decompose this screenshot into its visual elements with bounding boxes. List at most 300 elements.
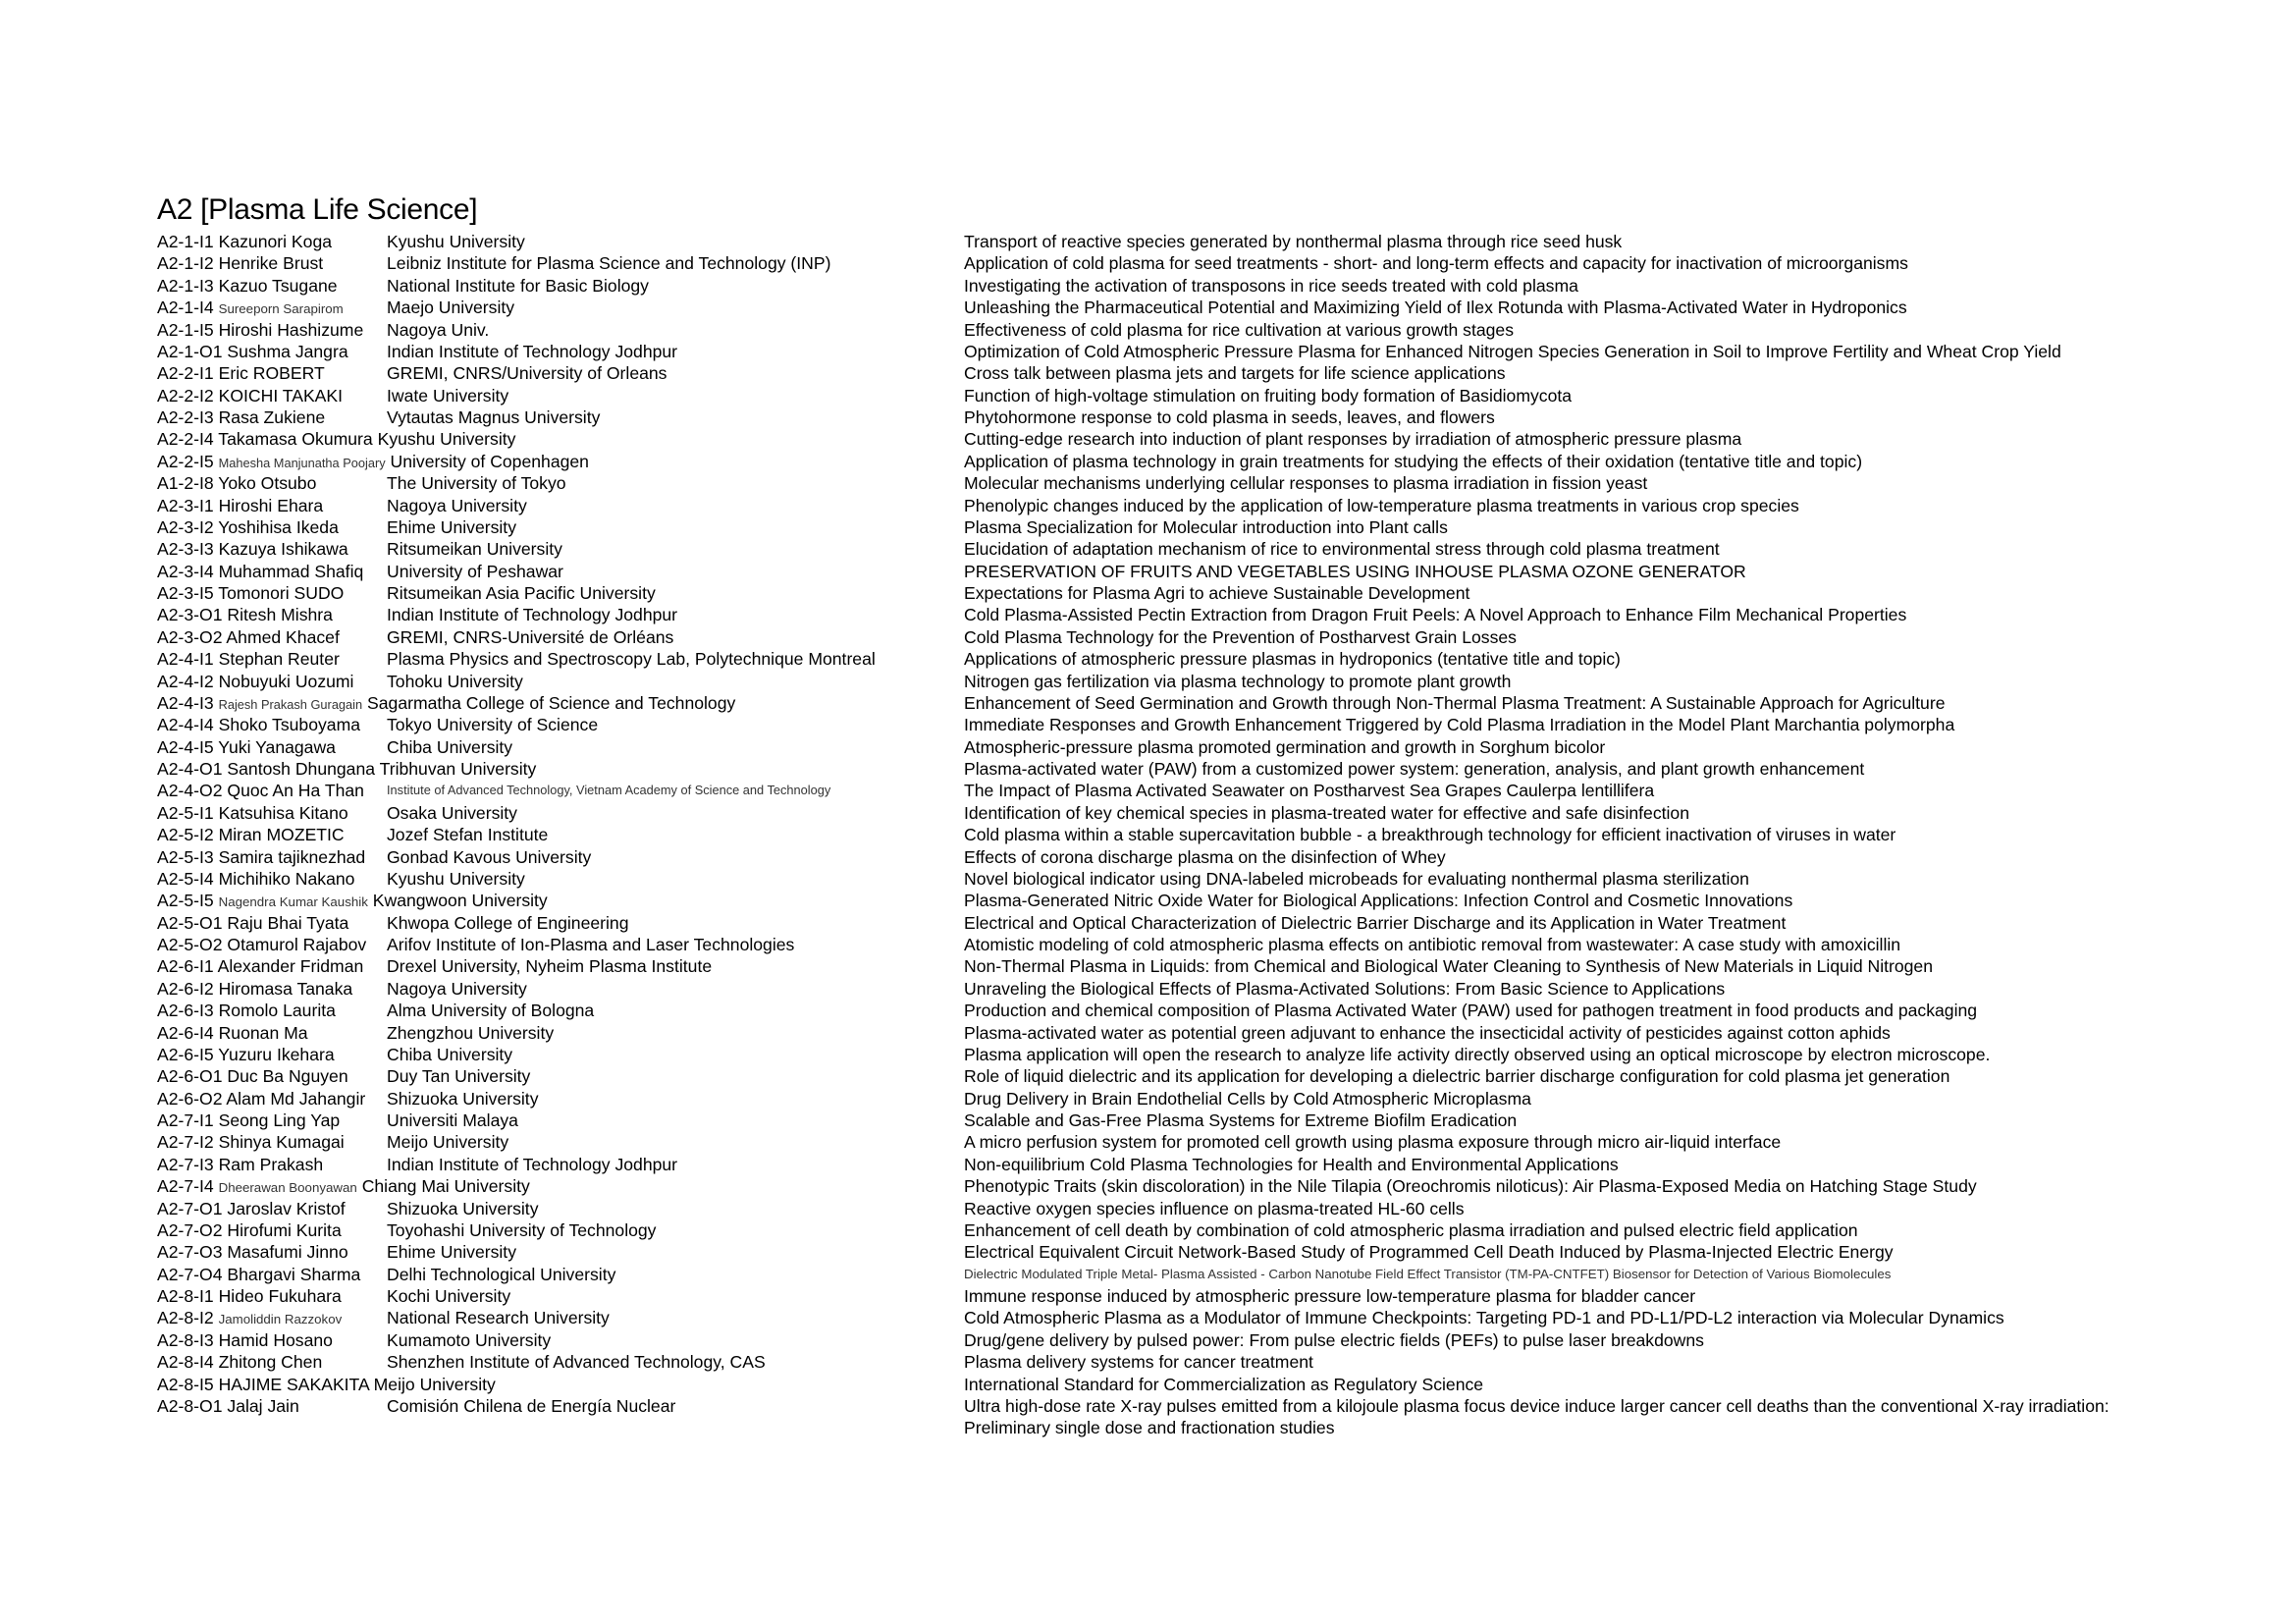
entry-row — [0, 406, 2296, 428]
entry-row — [0, 955, 2296, 977]
entry-id: A2-5-O2 — [157, 935, 223, 954]
entry-id: A2-1-O1 — [157, 341, 223, 361]
entry-name: Mahesha Manjunatha Poojary — [218, 455, 386, 470]
entry-name: Romolo Laurita — [218, 1001, 336, 1021]
entry-title: Phenolypic changes induced by the application of low-temperature plasma treatments in various crop species — [964, 495, 1799, 515]
entry-title: The Impact of Plasma Activated Seawater on Postharvest Sea Grapes Caulerpa lentillifera — [964, 781, 1655, 801]
entry-name: Ahmed Khacef — [226, 626, 340, 647]
entry-id-name — [157, 275, 338, 297]
entry-affiliation: Leibniz Institute for Plasma Science and Technology (INP) — [387, 253, 831, 274]
entry-id: A2-2-I5 — [157, 451, 214, 471]
entry-name: Katsuhisa Kitano — [218, 802, 348, 823]
entry-name: Kazunori Koga — [218, 232, 333, 251]
entry-name: Shinya Kumagai — [218, 1132, 345, 1153]
entry-id-name — [157, 582, 344, 604]
entry-row — [0, 385, 2296, 406]
entry-name: Michihiko Nakano — [218, 868, 355, 889]
entry-name: Raju Bhai Tyata — [227, 912, 349, 933]
entry-id: A2-4-I2 — [157, 671, 214, 691]
entry-title: Plasma-activated water as potential green adjuvant to enhance the insecticidal activity of pesticides against cotton aphids — [964, 1022, 1891, 1043]
entry-name: Hiroshi Ehara — [218, 495, 324, 515]
entry-id-name — [157, 1395, 299, 1417]
entry-id: A2-5-O1 — [157, 912, 223, 933]
entry-name: Hiroshi Hashizume — [218, 319, 364, 340]
entry-id-name — [157, 297, 344, 320]
entry-id: A2-3-I3 — [157, 539, 214, 560]
entry-title: Reactive oxygen species influence on plasma-treated HL-60 cells — [964, 1198, 1465, 1218]
entry-title: Effectiveness of cold plasma for rice cultivation at various growth stages — [964, 319, 1515, 340]
entry-row — [0, 978, 2296, 1000]
entry-affiliation: Shizuoka University — [387, 1198, 539, 1218]
entry-name: Muhammad Shafiq — [218, 561, 364, 581]
entry-name: Kazuo Tsugane — [218, 275, 338, 296]
entry-id-name — [157, 648, 340, 670]
entry-row — [0, 1000, 2296, 1021]
entry-id-name — [157, 714, 360, 735]
entry-affiliation: Nagoya University — [387, 978, 527, 999]
entry-row — [0, 538, 2296, 560]
entry-title: Plasma-Generated Nitric Oxide Water for Biological Applications: Infection Control and Cosmetic Innovations — [964, 891, 1793, 911]
entry-id: A2-7-I3 — [157, 1154, 214, 1174]
entry-name: Santosh Dhungana — [227, 759, 376, 779]
entry-id: A2-6-I2 — [157, 978, 214, 999]
entry-id: A2-3-I5 — [157, 583, 214, 603]
entry-id-name — [157, 868, 354, 890]
entry-row — [0, 451, 2296, 472]
entry-name: Rajesh Prakash Guragain — [218, 696, 363, 712]
entry-id-name — [157, 428, 515, 450]
entry-title: Cold plasma within a stable supercavitation bubble - a breakthrough technology for efficient inactivation of viruses in water — [964, 825, 1896, 845]
entry-name: Hiromasa Tanaka — [218, 978, 353, 999]
entry-affiliation: Institute of Advanced Technology, Vietnam Academy of Science and Technology — [387, 783, 831, 798]
entry-name: Ruonan Ma — [218, 1022, 308, 1043]
entry-id: A2-1-I4 — [157, 298, 214, 318]
entry-title: Plasma application will open the research to analyze life activity directly observed using an optical microscope by electron microscope. — [964, 1044, 1991, 1064]
entry-affiliation: Kyushu University — [377, 429, 516, 450]
entry-id: A1-2-I8 — [157, 473, 214, 494]
entry-title: Application of cold plasma for seed treatments - short- and long-term effects and capacity for inactivation of microorganisms — [964, 253, 1908, 274]
entry-row — [0, 362, 2296, 384]
entry-id: A2-8-I3 — [157, 1329, 214, 1350]
entry-title: Atomistic modeling of cold atmospheric plasma effects on antibiotic removal from wastewater: A case study with amoxicillin — [964, 935, 1901, 954]
entry-id-name — [157, 1264, 360, 1285]
entry-row — [0, 516, 2296, 538]
entry-affiliation: Indian Institute of Technology Jodhpur — [387, 1154, 678, 1174]
entry-id-name — [157, 1374, 496, 1395]
entry-id-name — [157, 516, 339, 538]
entry-row — [0, 319, 2296, 341]
entry-id: A2-7-O2 — [157, 1219, 223, 1240]
entry-title: Cold Plasma-Assisted Pectin Extraction from Dragon Fruit Peels: A Novel Approach to Enhance Film Mechanical Properties — [964, 605, 1907, 625]
entry-row — [0, 1175, 2296, 1197]
entry-row — [0, 1241, 2296, 1263]
entry-affiliation: Duy Tan University — [387, 1066, 531, 1087]
entry-name: Kazuya Ishikawa — [218, 539, 348, 560]
entry-id: A2-7-I2 — [157, 1132, 214, 1153]
entry-id: A2-7-O1 — [157, 1198, 223, 1218]
entry-id-name — [157, 561, 363, 582]
entry-affiliation: Iwate University — [387, 385, 509, 406]
entry-id: A2-4-O1 — [157, 759, 223, 779]
entry-affiliation: Nagoya University — [387, 495, 527, 515]
entry-title: Non-Thermal Plasma in Liquids: from Chemical and Biological Water Cleaning to Synthesis of New Materials in Liquid Nitrogen — [964, 956, 1933, 977]
entry-affiliation: University of Copenhagen — [390, 451, 589, 471]
entry-id-name — [157, 955, 363, 977]
entry-affiliation: Meijo University — [373, 1374, 496, 1394]
entry-title: Applications of atmospheric pressure plasmas in hydroponics (tentative title and topic) — [964, 649, 1621, 670]
entry-id-name — [157, 824, 345, 845]
entry-affiliation: Chiang Mai University — [361, 1176, 530, 1197]
entry-name: Otamurol Rajabov — [227, 935, 367, 954]
entry-affiliation: Kyushu University — [387, 868, 525, 889]
entry-id: A2-5-I2 — [157, 825, 214, 845]
entry-name: Tomonori SUDO — [218, 583, 345, 603]
entry-affiliation: Arifov Institute of Ion-Plasma and Laser Technologies — [387, 935, 795, 954]
entry-name: HAJIME SAKAKITA — [218, 1374, 369, 1394]
entry-row — [0, 561, 2296, 582]
entry-id: A2-5-I1 — [157, 802, 214, 823]
entry-name: Ritesh Mishra — [227, 605, 333, 625]
entry-id-name — [157, 362, 325, 384]
entry-id-name — [157, 1000, 336, 1021]
entry-row — [0, 472, 2296, 494]
entry-affiliation: Kumamoto University — [387, 1329, 552, 1350]
entry-id: A2-2-I4 — [157, 429, 214, 450]
entry-title: Plasma-activated water (PAW) from a customized power system: generation, analysis, and plant growth enhancement — [964, 759, 1865, 779]
entry-name: Duc Ba Nguyen — [227, 1066, 348, 1087]
entry-affiliation: Osaka University — [387, 802, 517, 823]
entry-title: Plasma Specialization for Molecular introduction into Plant calls — [964, 516, 1448, 537]
entry-title: Optimization of Cold Atmospheric Pressure Plasma for Enhanced Nitrogen Species Generation in Soil to Improve Fertility and Wheat Crop Yield — [964, 341, 2061, 361]
entry-name: Ram Prakash — [218, 1154, 324, 1174]
entry-affiliation: Indian Institute of Technology Jodhpur — [387, 341, 678, 361]
page-title: A2 [Plasma Life Science] — [157, 193, 478, 226]
entry-title: Function of high-voltage stimulation on fruiting body formation of Basidiomycota — [964, 385, 1573, 406]
entry-title: Immune response induced by atmospheric pressure low-temperature plasma for bladder cancer — [964, 1286, 1696, 1306]
entry-id-name — [157, 341, 348, 362]
entry-affiliation: Khwopa College of Engineering — [387, 912, 629, 933]
entry-id-name — [157, 978, 352, 1000]
entry-id: A2-3-I4 — [157, 561, 214, 581]
entry-row — [0, 671, 2296, 692]
entry-id: A2-4-I5 — [157, 736, 214, 757]
entry-id: A2-5-I3 — [157, 846, 214, 867]
entry-id-name — [157, 934, 366, 955]
entry-affiliation: Jozef Stefan Institute — [387, 825, 549, 845]
entry-name: Hamid Hosano — [218, 1329, 333, 1350]
entry-name: Stephan Reuter — [218, 649, 340, 670]
entry-id: A2-6-I3 — [157, 1001, 214, 1021]
entry-id-name — [157, 802, 348, 824]
entry-name: Dheerawan Boonyawan — [218, 1180, 357, 1196]
entry-row — [0, 648, 2296, 670]
entry-row — [0, 341, 2296, 362]
entry-row — [0, 912, 2296, 934]
entry-id: A2-8-I5 — [157, 1374, 214, 1394]
entry-id-name — [157, 1307, 342, 1330]
entry-id-name — [157, 1088, 365, 1110]
entry-title: Drug/gene delivery by pulsed power: From pulse electric fields (PEFs) to pulse laser breakdowns — [964, 1329, 1704, 1350]
entry-id: A2-4-I4 — [157, 715, 214, 735]
entry-id-name — [157, 538, 348, 560]
entry-row — [0, 252, 2296, 274]
entry-affiliation: Zhengzhou University — [387, 1022, 555, 1043]
entry-id: A2-4-O2 — [157, 781, 223, 801]
entry-row — [0, 604, 2296, 625]
entry-id: A2-2-I1 — [157, 363, 214, 384]
entry-affiliation: Toyohashi University of Technology — [387, 1219, 657, 1240]
entry-title: Cold Atmospheric Plasma as a Modulator of Immune Checkpoints: Targeting PD-1 and PD-L1/PD-L2 interaction via Molecular Dynamics — [964, 1308, 2004, 1328]
entry-affiliation: Vytautas Magnus University — [387, 407, 601, 427]
entry-affiliation: Meijo University — [387, 1132, 509, 1153]
entry-id: A2-7-O3 — [157, 1242, 223, 1263]
entry-name: Takamasa Okumura — [218, 429, 373, 450]
entry-id-name — [157, 1065, 348, 1087]
entry-name: Eric ROBERT — [218, 363, 325, 384]
entry-affiliation: Drexel University, Nyheim Plasma Institute — [387, 956, 713, 977]
entry-id: A2-2-I2 — [157, 385, 214, 406]
entry-name: Yoko Otsubo — [218, 473, 317, 494]
entry-name: Nobuyuki Uozumi — [218, 671, 354, 691]
entry-title: Enhancement of Seed Germination and Growth through Non-Thermal Plasma Treatment: A Sustainable Approach for Agriculture — [964, 692, 1946, 713]
entry-id-name — [157, 758, 536, 780]
entry-id-name — [157, 692, 735, 716]
entry-id-name — [157, 231, 332, 252]
entry-id: A2-4-I1 — [157, 649, 214, 670]
program-list — [0, 231, 2296, 1439]
entry-affiliation: National Research University — [387, 1308, 610, 1328]
entry-title: Transport of reactive species generated by nonthermal plasma through rice seed husk — [964, 232, 1623, 251]
entry-name: Masafumi Jinno — [227, 1242, 348, 1263]
entry-title: Enhancement of cell death by combination of cold atmospheric plasma irradiation and pulsed electric field application — [964, 1219, 1858, 1240]
entry-name: Sushma Jangra — [227, 341, 348, 361]
entry-title: Effects of corona discharge plasma on the disinfection of Whey — [964, 846, 1446, 867]
entry-row — [0, 495, 2296, 516]
entry-row — [0, 1374, 2296, 1395]
entry-title: Novel biological indicator using DNA-labeled microbeads for evaluating nonthermal plasma sterilization — [964, 868, 1749, 889]
entry-id: A2-6-O1 — [157, 1066, 223, 1087]
entry-title: Investigating the activation of transposons in rice seeds treated with cold plasma — [964, 275, 1578, 296]
entry-row — [0, 428, 2296, 450]
entry-title: A micro perfusion system for promoted cell growth using plasma exposure through micro air-liquid interface — [964, 1132, 1782, 1153]
entry-row — [0, 802, 2296, 824]
entry-id-name — [157, 1219, 342, 1241]
entry-id: A2-3-O2 — [157, 626, 223, 647]
entry-title: Expectations for Plasma Agri to achieve Sustainable Development — [964, 583, 1470, 603]
entry-id-name — [157, 604, 333, 625]
entry-id: A2-1-I5 — [157, 319, 214, 340]
entry-row — [0, 1065, 2296, 1087]
entry-row — [0, 714, 2296, 735]
entry-id-name — [157, 1131, 345, 1153]
entry-title: Role of liquid dielectric and its application for developing a dielectric barrier discharge configuration for cold plasma jet generation — [964, 1066, 1950, 1087]
entry-affiliation: Delhi Technological University — [387, 1264, 616, 1284]
entry-affiliation: Gonbad Kavous University — [387, 846, 592, 867]
entry-affiliation: Maejo University — [387, 298, 515, 318]
entry-row — [0, 1219, 2296, 1241]
entry-id-name — [157, 1241, 348, 1263]
entry-affiliation: Tribhuvan University — [379, 759, 537, 779]
entry-name: Yuzuru Ikehara — [218, 1044, 335, 1064]
entry-id: A2-6-O2 — [157, 1088, 223, 1109]
entry-row — [0, 1307, 2296, 1328]
entry-id-name — [157, 1175, 530, 1199]
entry-affiliation: Shizuoka University — [387, 1088, 539, 1109]
entry-row — [0, 758, 2296, 780]
entry-affiliation: Universiti Malaya — [387, 1110, 518, 1130]
entry-title: Drug Delivery in Brain Endothelial Cells by Cold Atmospheric Microplasma — [964, 1088, 1531, 1109]
entry-name: Miran MOZETIC — [218, 825, 345, 845]
entry-name: Samira tajiknezhad — [218, 846, 366, 867]
entry-title: Phytohormone response to cold plasma in seeds, leaves, and flowers — [964, 407, 1495, 427]
entry-affiliation: Ehime University — [387, 1242, 516, 1263]
entry-row — [0, 824, 2296, 845]
entry-id: A2-5-I4 — [157, 868, 214, 889]
entry-name: Zhitong Chen — [218, 1352, 323, 1373]
entry-id-name — [157, 736, 336, 758]
entry-row — [0, 1131, 2296, 1153]
entry-affiliation: Chiba University — [387, 736, 513, 757]
entry-name: Hirofumi Kurita — [227, 1219, 342, 1240]
entry-id: A2-8-I1 — [157, 1286, 214, 1306]
entry-name: Yuki Yanagawa — [218, 736, 336, 757]
entry-name: Yoshihisa Ikeda — [218, 516, 339, 537]
entry-id-name — [157, 780, 364, 801]
entry-title: PRESERVATION OF FRUITS AND VEGETABLES USING INHOUSE PLASMA OZONE GENERATOR — [964, 561, 1746, 581]
entry-name: Alam Md Jahangir — [226, 1088, 366, 1109]
entry-title: Application of plasma technology in grain treatments for studying the effects of their oxidation (tentative title and topic) — [964, 451, 1863, 471]
entry-title: Cold Plasma Technology for the Prevention of Postharvest Grain Losses — [964, 626, 1517, 647]
entry-affiliation: Plasma Physics and Spectroscopy Lab, Polytechnique Montreal — [387, 649, 876, 670]
entry-id: A2-3-I1 — [157, 495, 214, 515]
entry-id-name — [157, 626, 340, 648]
entry-id-name — [157, 846, 365, 868]
entry-row — [0, 780, 2296, 801]
entry-title: Phenotypic Traits (skin discoloration) in the Nile Tilapia (Oreochromis niloticus): Air Plasma-Exposed Media on Hatching Stage Study — [964, 1176, 1977, 1197]
entry-id-name — [157, 1351, 322, 1373]
entry-name: Bhargavi Sharma — [227, 1264, 361, 1284]
entry-title: Nitrogen gas fertilization via plasma technology to promote plant growth — [964, 671, 1512, 691]
entry-row — [0, 1088, 2296, 1110]
entry-row — [0, 1351, 2296, 1373]
entry-title: Molecular mechanisms underlying cellular responses to plasma irradiation in fission yeast — [964, 473, 1648, 494]
entry-affiliation: GREMI, CNRS-Université de Orléans — [387, 626, 674, 647]
entry-name: Rasa Zukiene — [218, 407, 326, 427]
entry-id: A2-1-I1 — [157, 232, 214, 251]
entry-id-name — [157, 1022, 308, 1044]
entry-title: Identification of key chemical species in plasma-treated water for effective and safe disinfection — [964, 802, 1689, 823]
entry-affiliation: Ehime University — [387, 516, 516, 537]
entry-row — [0, 890, 2296, 911]
entry-id: A2-8-I4 — [157, 1352, 214, 1373]
entry-id-name — [157, 912, 348, 934]
entry-row — [0, 1198, 2296, 1219]
entry-id: A2-7-I1 — [157, 1110, 214, 1130]
entry-affiliation: Nagoya Univ. — [387, 319, 490, 340]
entry-affiliation: The University of Tokyo — [387, 473, 566, 494]
entry-title: Atmospheric-pressure plasma promoted germination and growth in Sorghum bicolor — [964, 736, 1606, 757]
entry-title: Elucidation of adaptation mechanism of rice to environmental stress through cold plasma treatment — [964, 539, 1720, 560]
entry-row — [0, 1110, 2296, 1131]
entry-id-name — [157, 406, 325, 428]
entry-id: A2-5-I5 — [157, 891, 214, 911]
entry-id-name — [157, 671, 353, 692]
entry-id-name — [157, 319, 363, 341]
entry-name: Quoc An Ha Than — [227, 781, 364, 801]
entry-title: Unleashing the Pharmaceutical Potential and Maximizing Yield of Ilex Rotunda with Plasma-Activated Water in Hydroponics — [964, 298, 1907, 318]
entry-affiliation: Ritsumeikan University — [387, 539, 562, 560]
entry-id-name — [157, 1285, 342, 1307]
entry-name: Jamoliddin Razzokov — [218, 1312, 343, 1327]
entry-title: Dielectric Modulated Triple Metal- Plasma Assisted - Carbon Nanotube Field Effect Transistor (TM-PA-CNTFET) Biosensor for Detection of Various Biomolecules — [964, 1266, 1892, 1281]
entry-affiliation: Shenzhen Institute of Advanced Technology, CAS — [387, 1352, 766, 1373]
entry-title: Non-equilibrium Cold Plasma Technologies for Health and Environmental Applications — [964, 1154, 1619, 1174]
entry-id: A2-6-I1 — [157, 956, 214, 977]
entry-affiliation: Kochi University — [387, 1286, 511, 1306]
entry-name: Nagendra Kumar Kaushik — [218, 894, 368, 910]
entry-title: Electrical and Optical Characterization of Dielectric Barrier Discharge and its Application in Water Treatment — [964, 912, 1787, 933]
entry-affiliation: Kyushu University — [387, 232, 525, 251]
entry-title: Cross talk between plasma jets and targets for life science applications — [964, 363, 1506, 384]
entry-id-name — [157, 1329, 333, 1351]
entry-name: Jalaj Jain — [227, 1395, 299, 1416]
entry-name: Henrike Brust — [218, 253, 324, 274]
entry-name: Hideo Fukuhara — [218, 1286, 342, 1306]
entry-id-name — [157, 451, 589, 474]
entry-title: Plasma delivery systems for cancer treatment — [964, 1352, 1313, 1373]
entry-id-name — [157, 252, 323, 274]
entry-title: International Standard for Commercialization as Regulatory Science — [964, 1374, 1484, 1394]
entry-row — [0, 1044, 2296, 1065]
entry-title: Unraveling the Biological Effects of Plasma-Activated Solutions: From Basic Science to Applications — [964, 978, 1726, 999]
entry-affiliation: National Institute for Basic Biology — [387, 275, 649, 296]
entry-id-name — [157, 1110, 340, 1131]
entry-id: A2-3-I2 — [157, 516, 214, 537]
entry-row — [0, 297, 2296, 318]
entry-title: Immediate Responses and Growth Enhancement Triggered by Cold Plasma Irradiation in the Model Plant Marchantia polymorpha — [964, 715, 1955, 735]
entry-row — [0, 275, 2296, 297]
entry-id: A2-1-I2 — [157, 253, 214, 274]
entry-id-name — [157, 385, 343, 406]
entry-affiliation: Sagarmatha College of Science and Technology — [367, 692, 736, 713]
entry-row — [0, 846, 2296, 868]
entry-title: Cutting-edge research into induction of plant responses by irradiation of atmospheric pressure plasma — [964, 429, 1742, 450]
entry-name: Seong Ling Yap — [218, 1110, 341, 1130]
entry-row — [0, 868, 2296, 890]
entry-affiliation: GREMI, CNRS/University of Orleans — [387, 363, 667, 384]
entry-id-name — [157, 1154, 323, 1175]
entry-id: A2-8-O1 — [157, 1395, 223, 1416]
entry-name: Jaroslav Kristof — [227, 1198, 346, 1218]
entry-row — [0, 231, 2296, 252]
entry-row — [0, 582, 2296, 604]
entry-row — [0, 692, 2296, 714]
entry-row — [0, 1264, 2296, 1285]
entry-id: A2-3-O1 — [157, 605, 223, 625]
entry-row — [0, 1329, 2296, 1351]
entry-affiliation: Indian Institute of Technology Jodhpur — [387, 605, 678, 625]
entry-row — [0, 626, 2296, 648]
entry-name: Alexander Fridman — [217, 956, 364, 977]
entry-affiliation: Chiba University — [387, 1044, 513, 1064]
entry-id-name — [157, 890, 548, 913]
entry-name: Sureeporn Sarapirom — [218, 301, 344, 317]
entry-row — [0, 1285, 2296, 1307]
entry-affiliation: Tokyo University of Science — [387, 715, 599, 735]
entry-id: A2-6-I4 — [157, 1022, 214, 1043]
entry-id: A2-6-I5 — [157, 1044, 214, 1064]
entry-id: A2-8-I2 — [157, 1308, 214, 1328]
